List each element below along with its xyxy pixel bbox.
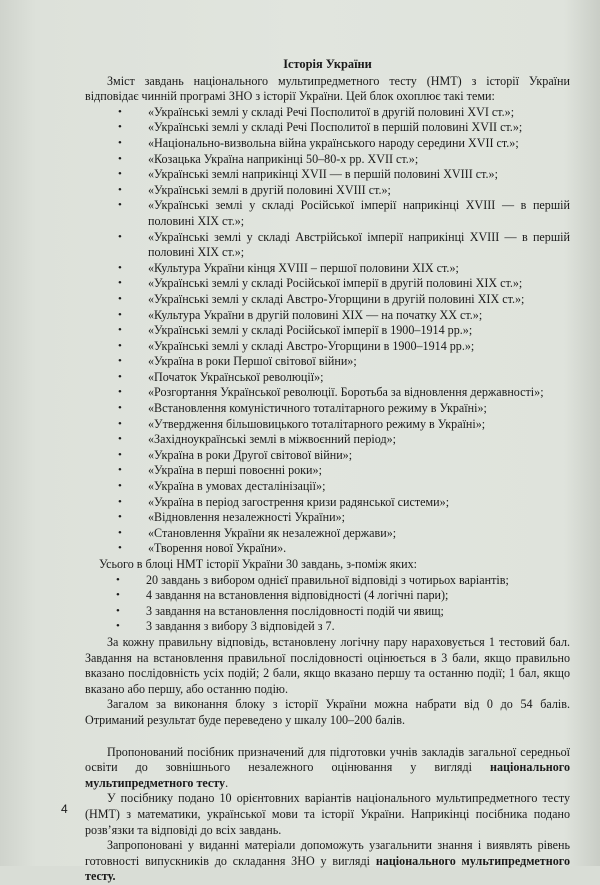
list-item-text: «Українські землі у складі Російської імперії в 1900–1914 рр.»; (148, 323, 473, 338)
bullet-icon: • (116, 620, 120, 633)
list-item-text: «Початок Української революції»; (148, 369, 324, 384)
list-item-text: «Українські землі у складі Австро-Угорщини в другій половині XIX ст.»; (148, 291, 525, 306)
list-item-text: 4 завдання на встановлення відповідності (4 логічні пари); (146, 588, 449, 603)
bullet-icon: • (118, 480, 122, 493)
list-item (110, 308, 570, 324)
bullet-icon: • (118, 324, 122, 337)
bullet-icon: • (116, 604, 120, 617)
list-item (110, 136, 570, 152)
benefit-emphasis: національного мультипредметного тесту. (85, 853, 570, 884)
bullet-icon: • (118, 136, 122, 149)
bullet-icon: • (118, 121, 122, 134)
bullet-icon: • (118, 355, 122, 368)
bullet-icon: • (118, 230, 122, 243)
bullet-icon: • (118, 386, 122, 399)
intro-paragraph: Зміст завдань національного мультипредметного тесту (НМТ) з історії України відповідає чинній програмі ЗНО з історії України. Цей блок охоплює такі теми: (85, 73, 570, 104)
list-item-text: «Україна в умовах десталінізації»; (148, 479, 326, 494)
list-item (110, 167, 570, 183)
list-item-text: «Культура України в другій половині XIX — на початку XX ст.»; (148, 307, 483, 322)
tasks-intro: Усього в блоці НМТ історії України 30 завдань, з-поміж яких: (99, 557, 418, 571)
list-item (108, 604, 570, 620)
list-item-text: «Культура України кінця XVIII – першої половини XIX ст.»; (148, 260, 459, 275)
bullet-icon: • (118, 495, 122, 508)
list-item-text: «Україна в роки Другої світової війни»; (148, 447, 353, 462)
bullet-icon: • (118, 370, 122, 383)
list-item-text: «Україна в роки Першої світової війни»; (148, 354, 357, 369)
list-item (110, 401, 570, 417)
list-item-text: «Українські землі у складі Речі Посполитої в першій половині XVII ст.»; (148, 120, 523, 135)
bullet-icon: • (118, 448, 122, 461)
bullet-icon: • (118, 152, 122, 165)
list-item (110, 183, 570, 199)
list-item-text: «Україна в перші повоєнні роки»; (148, 463, 322, 478)
list-item-text: «Козацька Україна наприкінці 50–80-х рр. XVII ст.»; (148, 151, 419, 166)
bullet-icon: • (118, 105, 122, 118)
list-item-text: «Національно-визвольна війна українського народу середини XVII ст.»; (148, 135, 519, 150)
bullet-icon: • (118, 199, 122, 212)
list-item (110, 541, 570, 557)
page-content (85, 57, 570, 885)
list-item-text: «Українські землі у складі Австро-Угорщини в 1900–1914 рр.»; (148, 338, 475, 353)
list-item-text: «Україна в період загострення кризи радянської системи»; (148, 494, 450, 509)
bullet-icon: • (118, 277, 122, 290)
list-item-text: «Утвердження більшовицького тоталітарного режиму в Україні»; (148, 416, 486, 431)
benefit-paragraph (85, 838, 570, 885)
bullet-icon: • (118, 292, 122, 305)
scoring-paragraph: За кожну правильну відповідь, встановлену логічну пару нараховується 1 тестовий бал. Завдання на встановлення правильної послідовності оцінюється в 3 бали, якщо правильно вказано послідовність усіх подій; 2 бали, якщо вказано першу та останню події; 1 бал, якщо вказано або першу, або останню подію. (85, 634, 570, 696)
list-item (108, 619, 570, 635)
list-item-text: «Західноукраїнські землі в міжвоєнний період»; (148, 432, 397, 447)
list-item (110, 292, 570, 308)
contents-paragraph: У посібнику подано 10 орієнтовних варіантів національного мультипредметного тесту (НМТ) з математики, української мови та історії України. Наприкінці посібника подано розв’язки та відповіді до всіх завдань. (85, 791, 570, 837)
purpose-paragraph (85, 745, 570, 792)
bullet-icon: • (118, 308, 122, 321)
list-item (110, 448, 570, 464)
list-item-text: «Становлення України як незалежної держави»; (148, 525, 397, 540)
list-item (110, 276, 570, 292)
list-item (110, 120, 570, 136)
list-item (110, 105, 570, 121)
bullet-icon: • (118, 526, 122, 539)
bullet-icon: • (118, 168, 122, 181)
list-item-text: «Українські землі в другій половині XVIII ст.»; (148, 182, 391, 197)
list-item-text: «Творення нової України». (148, 541, 287, 556)
list-item-text: «Українські землі у складі Австрійської імперії наприкінці XVIII — в першій половині XIX ст.»; (148, 229, 570, 260)
bullet-icon: • (118, 542, 122, 555)
benefit-text: Запропоновані у виданні матеріали допоможуть узагальнити знання і виявлять рівень готовності випускників до складання ЗНО у вигляді (85, 838, 570, 868)
list-item (110, 432, 570, 448)
list-item-text: «Українські землі у складі Російської імперії наприкінці XVIII — в першій половині XIX ст.»; (148, 198, 570, 228)
list-item (110, 417, 570, 433)
total-paragraph: Загалом за виконання блоку з історії України можна набрати від 0 до 54 балів. Отриманий результат буде переведено у шкалу 100–200 балів. (85, 697, 570, 727)
list-item (110, 526, 570, 542)
list-item (110, 510, 570, 526)
bullet-icon: • (118, 402, 122, 415)
list-item-text: 3 завдання з вибору 3 відповідей з 7. (146, 619, 335, 634)
list-item (110, 261, 570, 277)
bullet-icon: • (116, 573, 120, 586)
list-item (108, 588, 570, 604)
purpose-text: Пропонований посібник призначений для підготовки учнів закладів загальної середньої освіти до зовнішнього незалежного оцінювання у вигляді (85, 744, 570, 775)
list-item-text: «Розгортання Української революції. Боротьба за відновлення державності»; (148, 385, 544, 400)
list-item-text: «Встановлення комуністичного тоталітарного режиму в Україні»; (148, 401, 487, 416)
section-title: Історія України (283, 57, 372, 71)
bullet-icon: • (118, 464, 122, 477)
list-item-text: «Українські землі у складі Речі Посполитої в другій половині XVI ст.»; (148, 104, 515, 119)
list-item (110, 479, 570, 495)
list-item-text: «Відновлення незалежності України»; (148, 510, 345, 525)
list-item (110, 339, 570, 355)
list-item (108, 573, 570, 589)
list-item (110, 323, 570, 339)
topics-list (85, 105, 570, 557)
page-number: 4 (61, 802, 68, 816)
purpose-emphasis: національного мультипредметного тесту (85, 760, 570, 790)
list-item-text: 20 завдань з вибором однієї правильної відповіді з чотирьох варіантів; (146, 572, 509, 587)
list-item-text: «Українські землі у складі Російської імперії в другій половині XIX ст.»; (148, 276, 523, 291)
list-item (110, 463, 570, 479)
list-item (110, 385, 570, 401)
bullet-icon: • (118, 417, 122, 430)
list-item (110, 495, 570, 511)
bullet-icon: • (118, 339, 122, 352)
list-item (110, 230, 570, 261)
bullet-icon: • (116, 589, 120, 602)
list-item (110, 370, 570, 386)
bullet-icon: • (118, 511, 122, 524)
tasks-list (85, 573, 570, 635)
list-item (110, 152, 570, 168)
list-item-text: «Українські землі наприкінці XVII — в першій половині XVIII ст.»; (148, 167, 498, 182)
list-item (110, 198, 570, 229)
bullet-icon: • (118, 433, 122, 446)
bullet-icon: • (118, 261, 122, 274)
bullet-icon: • (118, 183, 122, 196)
list-item (110, 354, 570, 370)
list-item-text: 3 завдання на встановлення послідовності подій чи явищ; (146, 603, 444, 618)
purpose-end: . (225, 775, 229, 790)
